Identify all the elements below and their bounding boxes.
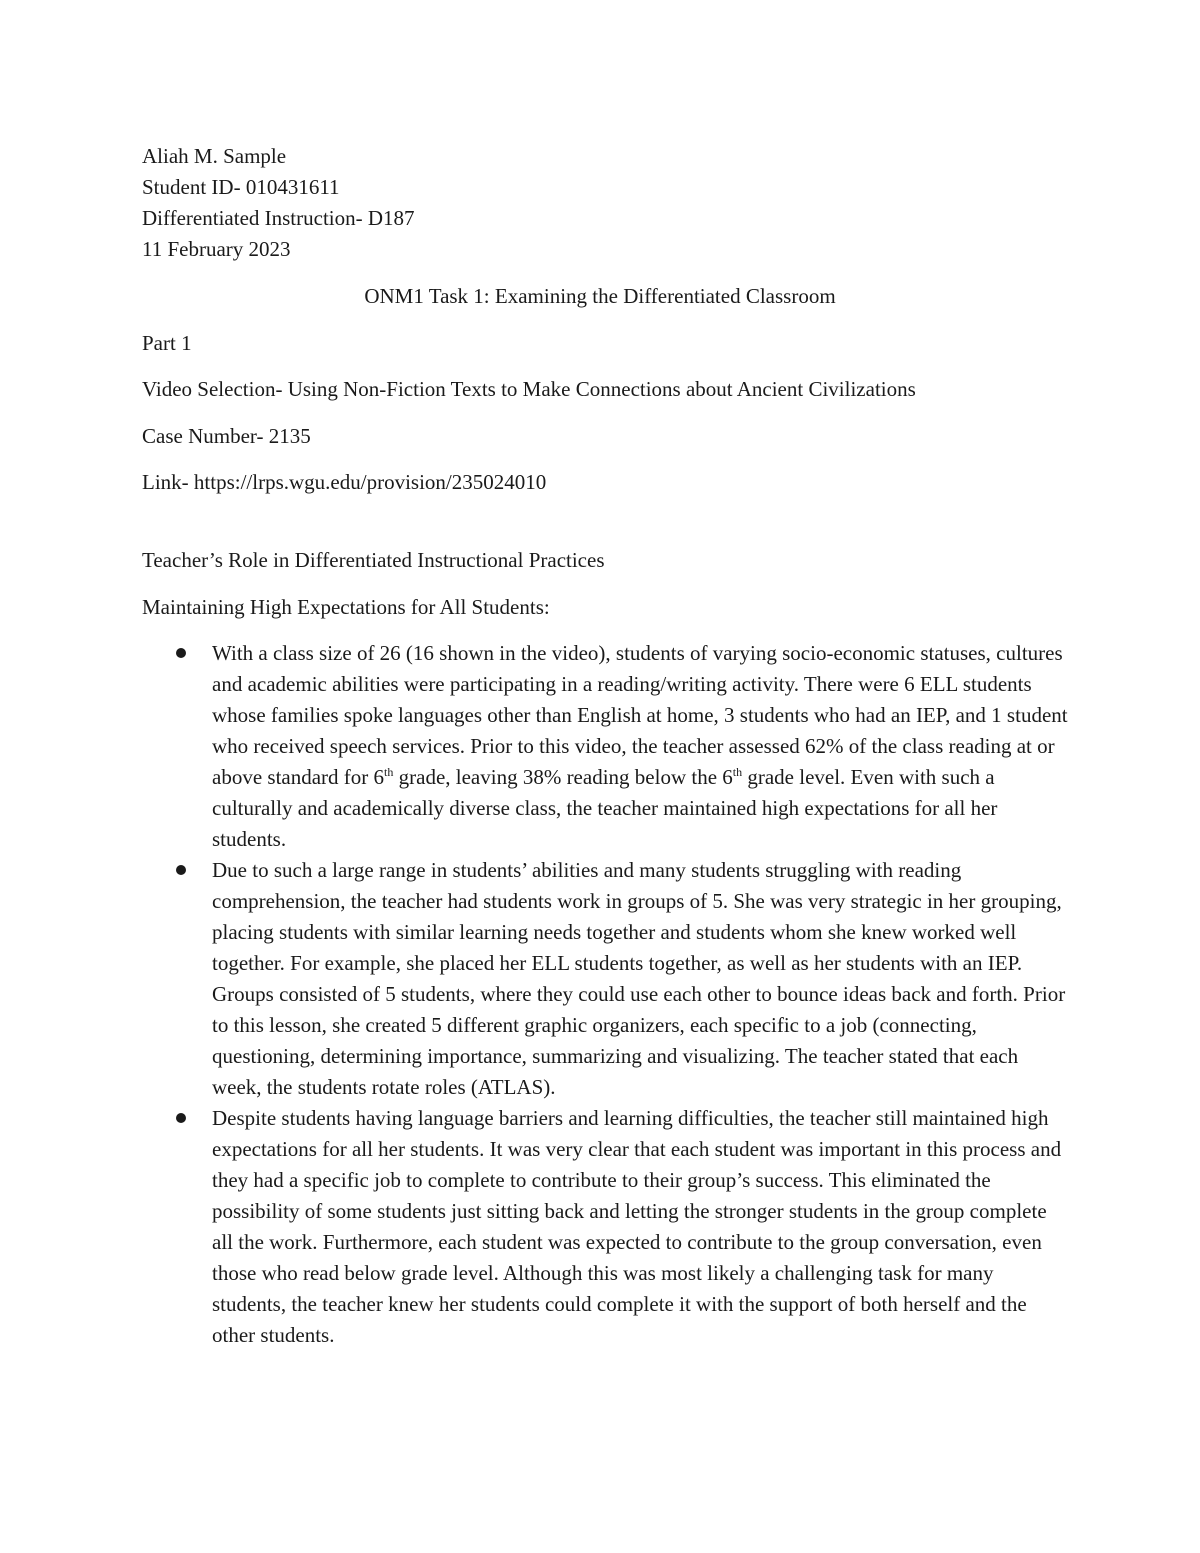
section-heading: Teacher’s Role in Differentiated Instructional Practices [142,548,605,572]
case-number: Case Number- 2135 [142,424,311,448]
author-name: Aliah M. Sample [142,144,287,168]
document-date: 11 February 2023 [142,237,291,261]
student-id: Student ID- 010431611 [142,175,340,199]
bullet-icon [176,1113,186,1123]
video-selection: Video Selection- Using Non-Fiction Texts to Make Connections about Ancient Civilizations [142,377,916,401]
document-title: ONM1 Task 1: Examining the Differentiated Classroom [364,284,836,308]
list-item [142,638,1072,855]
list-item [142,855,1072,1103]
subheading: Maintaining High Expectations for All Students: [142,595,550,619]
part-label: Part 1 [142,331,192,355]
bullet-list [142,638,1072,1351]
bullet-text-2: Due to such a large range in students’ abilities and many students struggling with reading comprehension, the teacher had students work in groups of 5. She was very strategic in her grouping, placing students with similar learning needs together and students whom she knew worked well together. For example, she placed her ELL students together, as well as her students with an IEP. Groups consisted of 5 students, where they could use each other to bounce ideas back and forth. Prior to this lesson, she created 5 different graphic organizers, each specific to a job (connecting, questioning, determining importance, summarizing and visualizing. The teacher stated that each week, the students rotate roles (ATLAS). [212,858,1066,1099]
bullet-text-3: Despite students having language barriers and learning difficulties, the teacher still maintained high expectations for all her students. It was very clear that each student was important in this process and they had a specific job to complete to contribute to their group’s success. This eliminated the possibility of some students just sitting back and letting the stronger students in the group complete all the work. Furthermore, each student was expected to contribute to the group conversation, even those who read below grade level. Although this was most likely a challenging task for many students, the teacher knew her students could complete it with the support of both herself and the other students. [212,1106,1062,1347]
list-item [142,1103,1072,1351]
bullet-icon [176,648,186,658]
video-link: Link- https://lrps.wgu.edu/provision/235024010 [142,470,547,494]
bullet-icon [176,865,186,875]
bullet-text-1: With a class size of 26 (16 shown in the video), students of varying socio-economic statuses, cultures and academic abilities were participating in a reading/writing activity. There were 6 ELL students whose families spoke languages other than English at home, 3 students who had an IEP, and 1 student who received speech services. Prior to this video, the teacher assessed 62% of the class reading at or above standard for 6th grade, leaving 38% reading below the 6th grade level. Even with such a culturally and academically diverse class, the teacher maintained high expectations for all her students. [212,641,1068,851]
course-name: Differentiated Instruction- D187 [142,206,415,230]
